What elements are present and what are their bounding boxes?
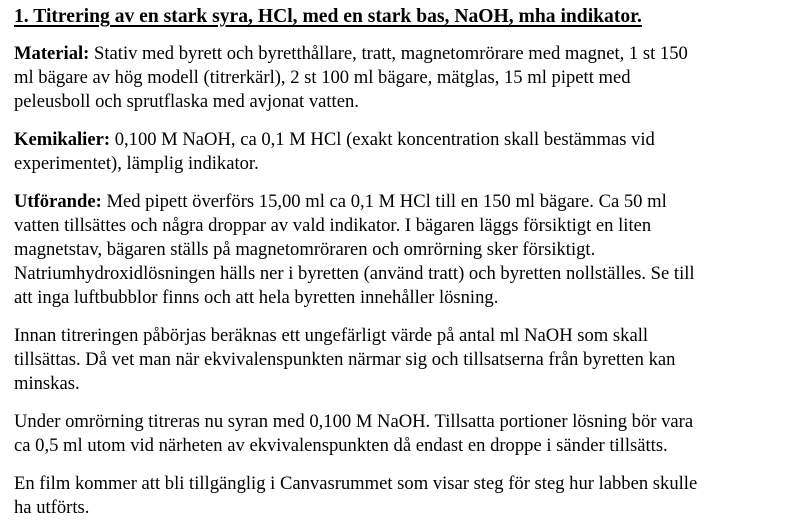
utforande-line-1 <box>14 190 786 214</box>
kemikalier-label: Kemikalier: <box>14 129 111 150</box>
innan-line-1: Innan titreringen påbörjas beräknas ett ungefärligt värde på antal ml NaOH som skall <box>14 325 649 346</box>
kemikalier-paragraph <box>14 128 786 176</box>
under-paragraph <box>14 410 786 458</box>
utforande-text-1: Med pipett överförs 15,00 ml ca 0,1 M HCl till en 150 ml bägare. Ca 50 ml <box>101 191 667 212</box>
under-line-2: ca 0,5 ml utom vid närheten av ekvivalenspunkten då endast en droppe i sänder tillsätts. <box>14 435 668 456</box>
utforande-line-3: magnetstav, bägaren ställs på magnetomröraren och omrörning sker försiktigt. <box>14 239 596 260</box>
utforande-paragraph <box>14 190 786 310</box>
material-line-3: peleusboll och sprutflaska med avjonat vatten. <box>14 91 359 112</box>
material-text-1: Stativ med byrett och byretthållare, tratt, magnetomrörare med magnet, 1 st 150 <box>89 43 688 64</box>
film-line-1: En film kommer att bli tillgänglig i Canvasrummet som visar steg för steg hur labben skulle <box>14 473 698 494</box>
kemikalier-text-1: 0,100 M NaOH, ca 0,1 M HCl (exakt koncentration skall bestämmas vid <box>110 129 655 150</box>
innan-line-2: tillsättas. Då vet man när ekvivalenspunkten närmar sig och tillsatserna från byretten kan <box>14 349 676 370</box>
page-title: 1. Titrering av en stark syra, HCl, med en stark bas, NaOH, mha indikator. <box>14 6 642 27</box>
innan-paragraph <box>14 324 786 396</box>
utforande-line-4: Natriumhydroxidlösningen hälls ner i byretten (använd tratt) och byretten nollställes. Se till <box>14 263 695 284</box>
kemikalier-line-2: experimentet), lämplig indikator. <box>14 153 259 174</box>
utforande-line-2: vatten tillsättes och några droppar av vald indikator. I bägaren läggs försiktigt en liten <box>14 215 652 236</box>
material-paragraph <box>14 42 786 114</box>
material-line-2: ml bägare av hög modell (titrerkärl), 2 st 100 ml bägare, mätglas, 15 ml pipett med <box>14 67 631 88</box>
under-line-1: Under omrörning titreras nu syran med 0,100 M NaOH. Tillsatta portioner lösning bör vara <box>14 411 694 432</box>
film-paragraph <box>14 472 786 520</box>
material-label: Material: <box>14 43 90 64</box>
film-line-2: ha utförts. <box>14 497 90 518</box>
utforande-line-5: att inga luftbubblor finns och att hela byretten innehåller lösning. <box>14 287 499 308</box>
utforande-label: Utförande: <box>14 191 102 212</box>
innan-line-3: minskas. <box>14 373 80 394</box>
kemikalier-line-1 <box>14 128 786 152</box>
material-line-1 <box>14 42 786 66</box>
